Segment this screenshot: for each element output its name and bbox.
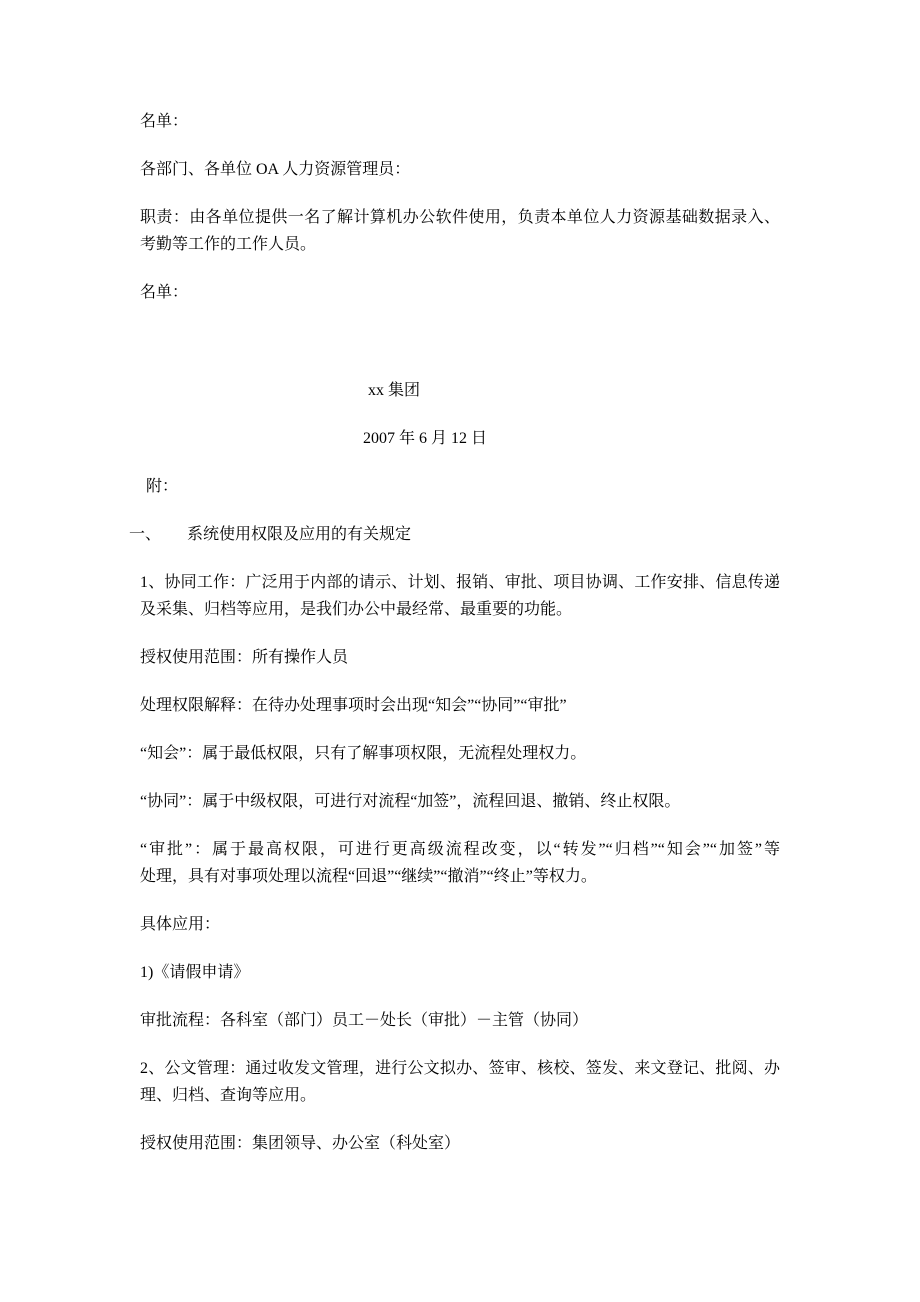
text-line: 2、公文管理：通过收发文管理，进行公文拟办、签审、核校、签发、来文登记、批阅、办 [140, 1060, 780, 1077]
paragraph [140, 1007, 780, 1034]
text-line: “审批”：属于最高权限，可进行更高级流程改变，以“转发”“归档”“知会”“加签”等 [140, 841, 780, 858]
text-line: 名单： [140, 284, 189, 301]
text-line: 附： [146, 478, 179, 495]
attachment-label [140, 473, 780, 500]
paragraph [140, 108, 780, 135]
text-line: 授权使用范围：所有操作人员 [140, 649, 349, 666]
heading-number: 一、 [129, 526, 162, 543]
paragraph [140, 1130, 780, 1157]
text-line: xx 集团 [367, 382, 420, 399]
paragraph [140, 692, 780, 719]
paragraph [140, 740, 780, 767]
doc-org-name [140, 377, 648, 404]
text-line: “知会”：属于最低权限，只有了解事项权限，无流程处理权力。 [140, 745, 587, 762]
paragraph [140, 279, 780, 306]
paragraph [140, 788, 780, 815]
text-line: 处理，具有对事项处理以流程“回退”“继续”“撤消”“终止”等权力。 [140, 868, 597, 885]
text-line: 各部门、各单位 OA 人力资源管理员： [140, 161, 411, 178]
text-line: 2007 年 6 月 12 日 [362, 430, 487, 447]
paragraph [140, 644, 780, 671]
paragraph [140, 569, 780, 623]
text-line: 理、归档、查询等应用。 [140, 1087, 317, 1104]
text-line: 名单： [140, 113, 189, 130]
paragraph [140, 959, 780, 986]
paragraph-spacer [140, 327, 780, 356]
text-line: 处理权限解释：在待办处理事项时会出现“知会”“协同”“审批” [140, 697, 567, 714]
text-line: “协同”：属于中级权限，可进行对流程“加签”，流程回退、撤销、终止权限。 [140, 793, 681, 810]
text-line: 及采集、归档等应用，是我们办公中最经常、最重要的功能。 [140, 601, 573, 618]
text-line: 1)《请假申请》 [140, 964, 250, 981]
text-line: 系统使用权限及应用的有关规定 [187, 526, 412, 543]
section-heading [129, 521, 780, 548]
text-line: 1、协同工作：广泛用于内部的请示、计划、报销、审批、项目协调、工作安排、信息传递 [140, 574, 780, 591]
text-line: 职责：由各单位提供一名了解计算机办公软件使用，负责本单位人力资源基础数据录入、 [140, 209, 780, 226]
paragraph [140, 836, 780, 890]
paragraph [140, 911, 780, 938]
paragraph [140, 156, 780, 183]
paragraph [140, 1055, 780, 1109]
text-line: 考勤等工作的工作人员。 [140, 236, 317, 253]
text-line: 授权使用范围：集团领导、办公室（科处室） [140, 1135, 461, 1152]
text-line: 具体应用： [140, 916, 221, 933]
text-line: 审批流程：各科室（部门）员工－处长（审批）－主管（协同） [140, 1012, 589, 1029]
doc-date [140, 425, 710, 452]
paragraph [140, 204, 780, 258]
